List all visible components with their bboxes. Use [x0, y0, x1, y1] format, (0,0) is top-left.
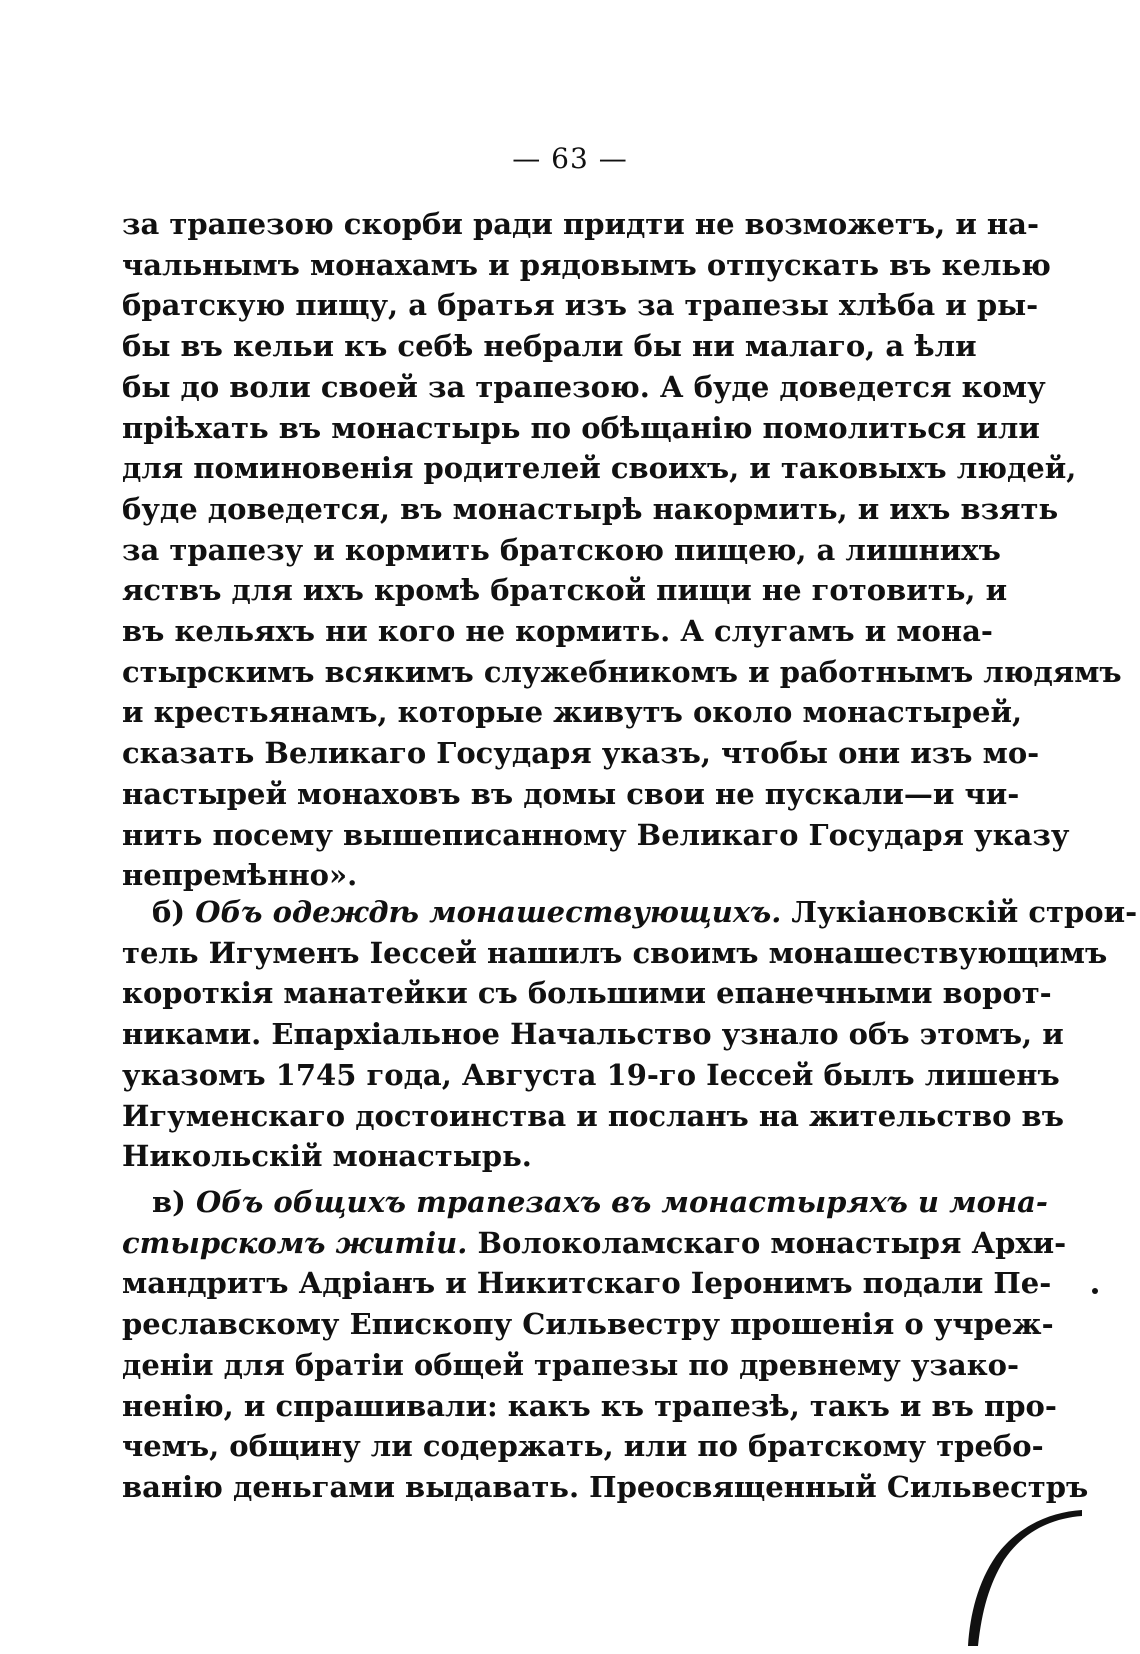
- text-line: мандритъ Адрiанъ и Никитскаго Iеронимъ подали Пе-: [122, 1266, 1052, 1301]
- text-line: бы до воли своей за трапезою. А буде доведется кому: [122, 369, 1046, 404]
- scan-speck: [1092, 1288, 1098, 1294]
- page-number: — 63 —: [512, 142, 628, 175]
- text-line: Никольскiй монастырь.: [122, 1139, 532, 1174]
- text-line: и крестьянамъ, которые живутъ около монастырей,: [122, 695, 1023, 730]
- section-title-continued: стырскомъ житiи.: [122, 1225, 468, 1260]
- text-line: сказать Великаго Государя указъ, чтобы они изъ мо-: [122, 736, 1040, 771]
- section-heading-line: [122, 892, 1138, 933]
- text-fragment: Лукiановскiй строи-: [791, 895, 1138, 929]
- text-line: стырскимъ всякимъ служебникомъ и работнымъ людямъ: [122, 654, 1122, 689]
- text-fragment: Волоколамскаго монастыря Архи-: [477, 1225, 1067, 1260]
- section-title: Объ общихъ трапезахъ въ монастыряхъ и мона-: [195, 1185, 1048, 1219]
- text-line: чальнымъ монахамъ и рядовымъ отпускать въ келью: [122, 247, 1051, 282]
- text-line: яствъ для ихъ кромѣ братской пищи не готовить, и: [122, 573, 1008, 608]
- text-line: ненiю, и спрашивали: какъ къ трапезѣ, такъ и въ про-: [122, 1388, 1057, 1423]
- paragraph-1: [122, 204, 1122, 896]
- text-line: нить посему вышеписанному Великаго Государя указу: [122, 817, 1070, 852]
- section-title: Объ одеждѣ монашествующихъ.: [195, 895, 782, 929]
- text-line: для поминовенiя родителей своихъ, и таковыхъ людей,: [122, 451, 1077, 486]
- text-line: тель Игуменъ Iессей нашилъ своимъ монашествующимъ: [122, 935, 1108, 970]
- scan-artifact-mark: [964, 1510, 1084, 1650]
- section-marker: б): [152, 895, 186, 929]
- text-line: въ кельяхъ ни кого не кормить. А слугамъ и мона-: [122, 614, 993, 649]
- paragraph-2: [122, 892, 1138, 1177]
- text-line: непремѣнно».: [122, 858, 358, 893]
- paragraph-3: [122, 1182, 1089, 1508]
- section-heading-line: [122, 1182, 1048, 1223]
- text-line: указомъ 1745 года, Августа 19-го Iессей былъ лишенъ: [122, 1057, 1060, 1092]
- text-line: братскую пищу, а братья изъ за трапезы хлѣба и ры-: [122, 288, 1039, 323]
- text-line: буде доведется, въ монастырѣ накормить, и ихъ взять: [122, 491, 1059, 526]
- text-line: за трапезою скорби ради придти не возможетъ, и на-: [122, 207, 1039, 241]
- text-line: бы въ кельи къ себѣ небрали бы ни малаго, а ѣли: [122, 329, 977, 364]
- text-line: короткiя манатейки съ большими епанечными ворот-: [122, 976, 1052, 1011]
- text-line: настырей монаховъ въ домы свои не пускали—и чи-: [122, 776, 1020, 811]
- text-line: за трапезу и кормить братскою пищею, а лишнихъ: [122, 532, 1001, 567]
- text-line: Игуменскаго достоинства и посланъ на жительство въ: [122, 1098, 1064, 1133]
- text-line: прiѣхать въ монастырь по обѣщанiю помолиться или: [122, 410, 1040, 445]
- text-line: никами. Епархiальное Начальство узнало объ этомъ, и: [122, 1017, 1064, 1052]
- text-line: реславскому Епископу Сильвестру прошенiя о учреж-: [122, 1307, 1054, 1342]
- text-line: чемъ, общину ли содержать, или по братскому требо-: [122, 1429, 1044, 1464]
- section-marker: в): [152, 1185, 186, 1219]
- text-line: ванiю деньгами выдавать. Преосвященный Сильвестръ: [122, 1469, 1089, 1504]
- text-line: денiи для братiи общей трапезы по древнему узако-: [122, 1347, 1020, 1382]
- section-heading-line: [122, 1223, 1067, 1264]
